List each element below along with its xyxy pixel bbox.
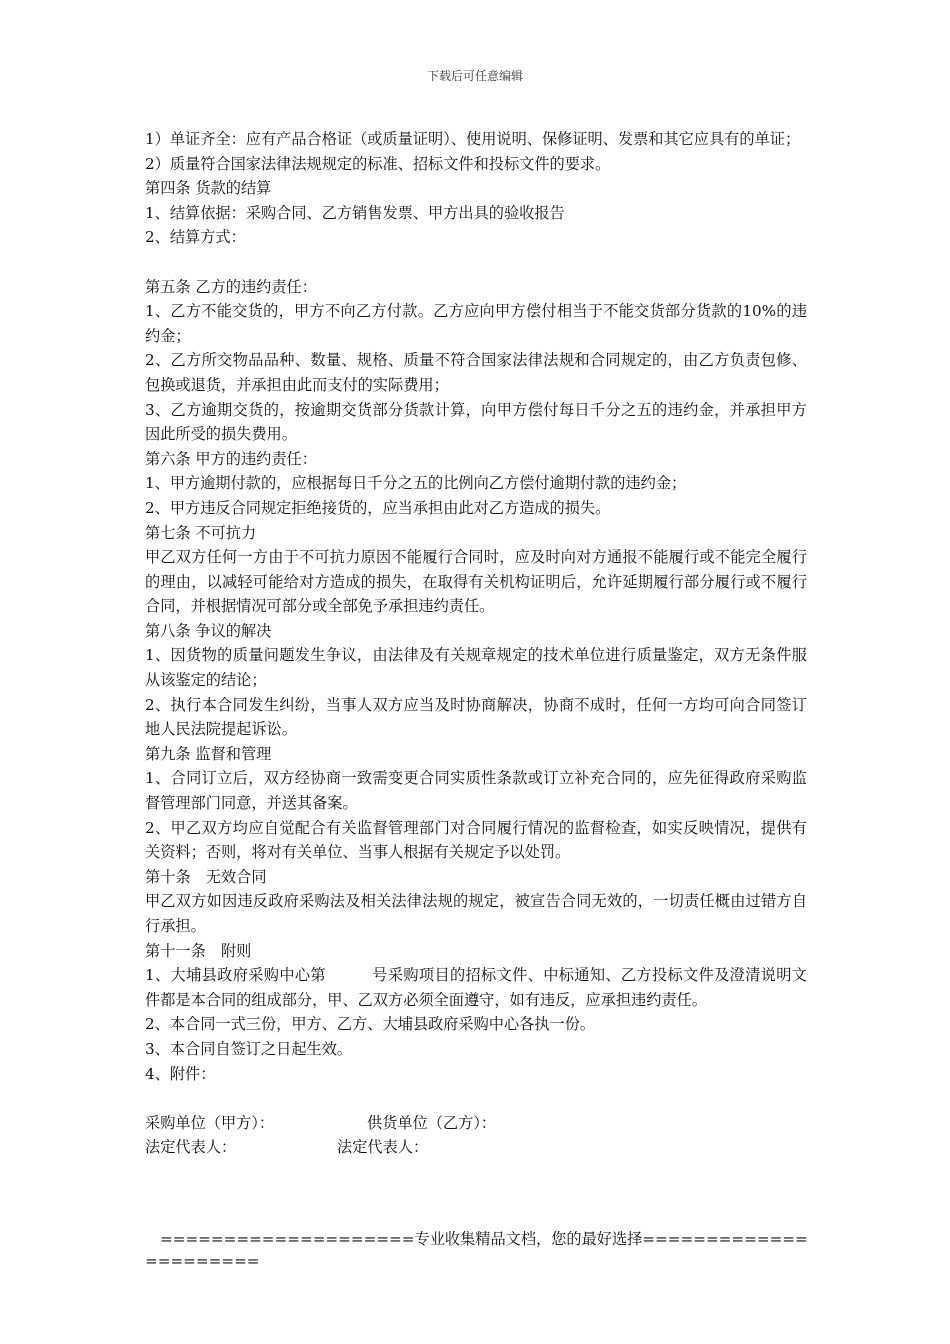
paragraph: 甲乙双方任何一方由于不可抗力原因不能履行合同时，应及时向对方通报不能履行或不能完全履行的理由，以减轻可能给对方造成的损失，在取得有关机构证明后，允许延期履行部分履行或不履行合同，并根据情况可部分或全部免予承担违约责任。 [145, 548, 807, 616]
blank-line [145, 1086, 807, 1111]
article-heading: 第十一条 附则 [145, 941, 252, 960]
paragraph: 4、附件： [145, 1064, 216, 1083]
signature-row-units [145, 1111, 807, 1136]
paragraph: 2、执行本合同发生纠纷，当事人双方应当及时协商解决，协商不成时，任何一方均可向合同签订地人民法院提起诉讼。 [145, 695, 807, 739]
paragraph: 1、合同订立后，双方经协商一致需变更合同实质性条款或订立补充合同的，应先征得政府采购监督管理部门同意，并送其备案。 [145, 769, 807, 813]
article-heading: 第六条 甲方的违约责任： [145, 449, 317, 468]
paragraph: 2、结算方式： [145, 228, 246, 247]
article-heading: 第七条 不可抗力 [145, 523, 257, 542]
article-heading: 第五条 乙方的违约责任： [145, 277, 317, 296]
buyer-label: 采购单位（甲方）： [145, 1113, 275, 1132]
text-span: 号采购项目的招标文件、中标通知、乙方投标文件及澄清说明文件都是本合同的组成部分，甲、乙双方必须全面遵守，如有违反，应承担违约责任。 [145, 966, 807, 1009]
paragraph: 1、结算依据：采购合同、乙方销售发票、甲方出具的验收报告 [145, 203, 565, 222]
paragraph: 2、甲方违反合同规定拒绝接货的，应当承担由此对乙方造成的损失。 [145, 498, 611, 517]
buyer-rep-label: 法定代表人： [145, 1138, 237, 1157]
paragraph: 3、乙方逾期交货的，按逾期交货部分货款计算，向甲方偿付每日千分之五的违约金，并承担甲方因此所受的损失费用。 [145, 400, 807, 444]
paragraph [145, 963, 807, 1012]
paragraph: 1、因货物的质量问题发生争议，由法律及有关规章规定的技术单位进行质量鉴定，双方无条件服从该鉴定的结论； [145, 646, 807, 690]
paragraph: 1、甲方逾期付款的，应根据每日千分之五的比例向乙方偿付逾期付款的违约金； [145, 474, 687, 493]
supplier-rep-label: 法定代表人： [337, 1138, 429, 1157]
paragraph: 甲乙双方如因违反政府采购法及相关法律法规的规定，被宣告合同无效的，一切责任概由过错方自行承担。 [145, 892, 807, 935]
paragraph: 2、本合同一式三份，甲方、乙方、大埔县政府采购中心各执一份。 [145, 1015, 596, 1034]
paragraph: 1）单证齐全：应有产品合格证（或质量证明）、使用说明、保修证明、发票和其它应具有的单证； [145, 130, 801, 148]
paragraph: 1、乙方不能交货的，甲方不向乙方付款。乙方应向甲方偿付相当于不能交货部分货款的10%的违约金； [145, 302, 807, 345]
text-span: 1、大埔县政府采购中心第 [145, 966, 326, 985]
contract-body [145, 127, 807, 1160]
article-heading: 第九条 监督和管理 [145, 744, 272, 763]
page-header: 下载后可任意编辑 [426, 69, 523, 83]
paragraph: 2）质量符合国家法律法规规定的标准、招标文件和投标文件的要求。 [145, 154, 611, 173]
article-heading: 第十条 无效合同 [145, 867, 267, 886]
supplier-label: 供货单位（乙方）： [367, 1113, 497, 1132]
paragraph: 2、乙方所交物品品种、数量、规格、质量不符合国家法律法规和合同规定的，由乙方负责包修、包换或退货，并承担由此而支付的实际费用； [145, 351, 807, 394]
signature-row-reps [145, 1135, 807, 1160]
blank-line [145, 250, 807, 275]
paragraph: 3、本合同自签订之日起生效。 [145, 1039, 353, 1058]
article-heading: 第四条 货款的结算 [145, 179, 272, 198]
footer-banner: ====================专业收集精品文档，您的最好选择====================== [145, 1230, 808, 1270]
article-heading: 第八条 争议的解决 [145, 621, 272, 640]
paragraph: 2、甲乙双方均应自觉配合有关监督管理部门对合同履行情况的监督检查，如实反映情况，提供有关资料；否则，将对有关单位、当事人根据有关规定予以处罚。 [145, 818, 807, 862]
